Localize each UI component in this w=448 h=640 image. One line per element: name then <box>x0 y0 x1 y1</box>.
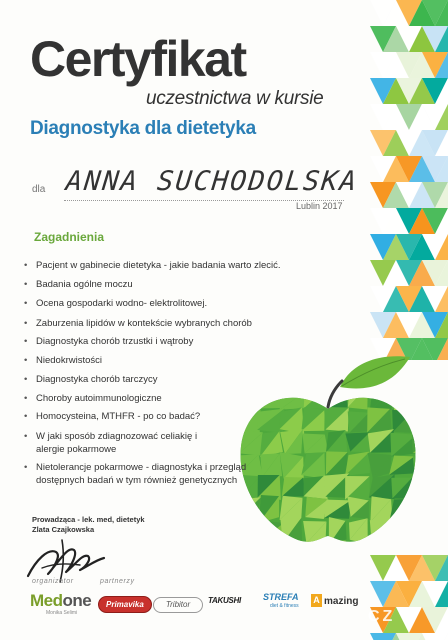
partner-logo-takushi: TAKUSHI <box>208 596 241 605</box>
list-item <box>24 298 294 311</box>
mosaic-triangle <box>422 633 448 640</box>
organizer-logo <box>30 592 91 609</box>
apple-facet <box>415 452 436 477</box>
apple-facet <box>412 385 435 409</box>
course-title: Diagnostyka dla dietetyka <box>30 118 256 139</box>
list-item <box>24 355 294 368</box>
apple-facet <box>301 544 324 555</box>
apple-facet <box>235 518 261 540</box>
apple-facet <box>325 540 346 555</box>
apple-leaf <box>340 356 410 388</box>
bullet-icon: • <box>24 374 28 385</box>
apple-facet <box>393 386 412 413</box>
partner-logo-tribitor: Tribitor <box>153 597 203 613</box>
apple-facet <box>348 386 368 409</box>
apple-facet <box>414 539 439 555</box>
list-item <box>24 431 224 456</box>
green-apple-icon <box>200 335 440 555</box>
topics-heading: Zagadnienia <box>34 230 105 244</box>
apple-facet <box>416 409 436 434</box>
list-item <box>24 393 294 406</box>
apple-facet <box>394 390 416 413</box>
triangle-mosaic-icon <box>370 0 448 360</box>
topic-text: Zaburzenia lipidów w kontekście wybranych chorób <box>36 318 252 329</box>
list-item <box>24 279 294 292</box>
bullet-icon: • <box>24 336 28 347</box>
bullet-icon: • <box>24 393 28 404</box>
apple-facet <box>372 541 395 555</box>
list-item <box>24 336 294 349</box>
partner-logo-amazing-badge: A <box>311 594 322 607</box>
apple-facet <box>413 518 436 541</box>
apple-facet <box>280 543 306 555</box>
apple-facet <box>390 519 411 545</box>
apple-facet <box>235 518 261 542</box>
apple-facet <box>260 540 283 555</box>
apple-facet <box>412 387 437 411</box>
topic-text: Badania ogólne moczu <box>36 279 133 290</box>
apple-facet <box>411 474 437 500</box>
apple-facet <box>411 474 436 501</box>
recipient-name: ANNA SUCHODOLSKA <box>64 166 360 197</box>
list-item <box>24 462 272 487</box>
apple-facet <box>348 542 371 555</box>
list-item <box>24 411 294 424</box>
topic-text: Choroby autoimmunologiczne <box>36 393 162 404</box>
certificate-subtitle: uczestnictwa w kursie <box>146 88 324 109</box>
bullet-icon: • <box>24 431 28 442</box>
bullet-icon: • <box>24 318 28 329</box>
topic-text: W jaki sposób zdiagnozować celiakię i alergie pokarmowe <box>36 431 198 455</box>
bullet-icon: • <box>24 260 28 271</box>
apple-facet <box>392 519 415 545</box>
place-date: Lublin 2017 <box>296 201 343 211</box>
bullet-icon: • <box>24 462 28 473</box>
topic-text: Diagnostyka chorób trzustki i wątroby <box>36 336 194 347</box>
apple-facet <box>412 539 438 555</box>
triangle-mosaic-icon <box>370 555 448 640</box>
mosaic-triangle <box>396 633 422 640</box>
partners-label: partnerzy <box>100 578 135 585</box>
apple-facet <box>392 541 414 555</box>
apple-facet <box>393 545 413 555</box>
topic-text: Ocena gospodarki wodno- elektrolitowej. <box>36 298 208 309</box>
certificate-title: Certyfikat <box>30 31 246 87</box>
apple-facet <box>348 542 372 555</box>
partner-logo-primavika: Primavika <box>98 596 152 613</box>
topic-text: Diagnostyka chorób tarczycy <box>36 374 158 385</box>
topic-text: Pacjent w gabinecie dietetyka - jakie badania warto zlecić. <box>36 260 281 271</box>
apple-facet <box>368 541 395 555</box>
recipient-prefix: dla <box>32 184 46 195</box>
apple-facet <box>236 544 263 555</box>
apple-facet <box>236 541 261 555</box>
list-item <box>24 318 294 331</box>
partner-logo-strefa-sub: diet & fitness <box>270 603 299 609</box>
apple-facet <box>257 521 284 542</box>
apple-facet <box>370 518 393 540</box>
mosaic-triangle <box>370 633 396 640</box>
apple-facet <box>412 433 437 453</box>
apple-facet <box>259 523 284 542</box>
organizer-label: organizator <box>32 578 74 585</box>
leader-name: Zlata Czajkowska <box>32 525 95 534</box>
apple-facet <box>236 497 260 517</box>
bullet-icon: • <box>24 411 28 422</box>
bullet-icon: • <box>24 298 28 309</box>
topic-text: Homocysteina, MTHFR - po co badać? <box>36 411 201 422</box>
list-item <box>24 260 294 273</box>
partner-logo-strefa: STREFA <box>263 592 299 602</box>
leader-role: Prowadząca - lek. med, dietetyk <box>32 515 145 524</box>
organizer-subtitle: Monika Selimi <box>46 610 78 616</box>
watermark: CZ N <box>368 608 418 625</box>
organizer-logo-accent: one <box>62 591 92 610</box>
apple-facet <box>327 541 350 555</box>
apple-facet <box>412 496 435 518</box>
list-item <box>24 374 294 387</box>
apple-facet <box>413 452 437 477</box>
apple-facet <box>413 435 437 453</box>
topic-text: Nietolerancje pokarmowe - diagnostyka i przegląd dostępnych badań w tym również genetycznych <box>36 462 247 486</box>
apple-facet <box>260 543 283 555</box>
bullet-icon: • <box>24 279 28 290</box>
organizer-logo-main: Med <box>30 591 63 610</box>
bullet-icon: • <box>24 355 28 366</box>
apple-facet <box>412 497 435 519</box>
apple-facet <box>416 411 437 435</box>
apple-facet <box>280 543 306 555</box>
partner-logo-amazing: mazing <box>324 596 359 607</box>
apple-facet <box>413 518 434 541</box>
apple-facet <box>301 544 326 555</box>
apple-facet <box>240 497 261 517</box>
topic-text: Niedokrwistości <box>36 355 102 366</box>
